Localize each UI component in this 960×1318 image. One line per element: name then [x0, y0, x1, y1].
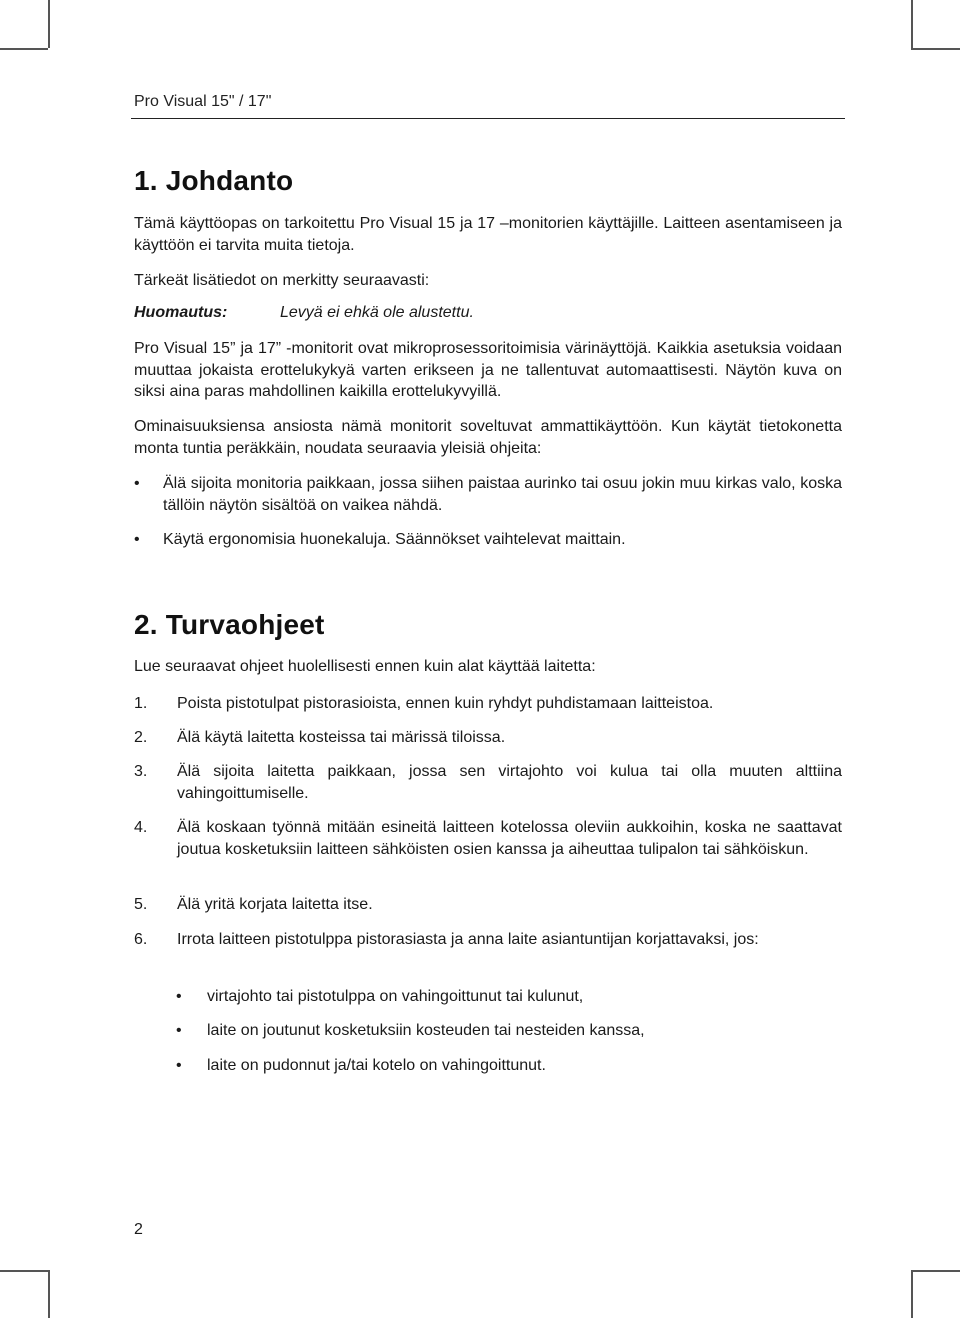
note-label: Huomautus:	[134, 304, 228, 321]
item-number: 1.	[134, 695, 148, 712]
item-text: Älä sijoita laitetta paikkaan, jossa sen virtajohto voi kulua tai olla muuten alttiina vahingoittumiselle.	[177, 763, 842, 802]
sub-bullet-text: virtajohto tai pistotulppa on vahingoittunut tai kulunut,	[207, 988, 584, 1005]
item-number: 6.	[134, 931, 148, 948]
list-item	[134, 529, 842, 551]
item-text: Irrota laitteen pistotulppa pistorasiasta ja anna laite asiantuntijan korjattavaksi, jos:	[177, 931, 759, 948]
section-heading-johdanto: 1. Johdanto	[134, 165, 294, 196]
item-number: 5.	[134, 896, 148, 913]
list-item	[134, 473, 842, 517]
numbered-item	[134, 693, 842, 715]
professional-use-paragraph: Ominaisuuksiensa ansiosta nämä monitorit soveltuvat ammattikäyttöön. Kun käytät tietokonetta monta tuntia peräkkäin, noudata seuraavia yleisiä ohjeita:	[134, 418, 842, 457]
bullet-icon: •	[134, 531, 140, 548]
crop-mark-top-right-h	[911, 48, 960, 50]
numbered-item	[134, 817, 842, 883]
item-text: Poista pistotulpat pistorasioista, ennen kuin ryhdyt puhdistamaan laitteistoa.	[177, 695, 714, 712]
bullet-icon: •	[134, 475, 140, 492]
item-text: Älä koskaan työnnä mitään esineitä laitteen kotelossa oleviin aukkoihin, koska ne saattavat joutua kosketuksiin laitteen sähköisten osien kanssa ja aiheuttaa tulipalon tai sähköiskun.	[177, 819, 842, 858]
note-text: Levyä ei ehkä ole alustettu.	[280, 304, 474, 321]
bullet-icon: •	[176, 1022, 182, 1039]
item-text: Älä käytä laitetta kosteissa tai märissä tiloissa.	[177, 729, 506, 746]
important-info-line: Tärkeät lisätiedot on merkitty seuraavasti:	[134, 272, 430, 289]
crop-mark-bottom-left-v	[48, 1270, 50, 1318]
bullet-text: Käytä ergonomisia huonekaluja. Säännökset vaihtelevat maittain.	[163, 531, 626, 548]
intro-paragraph: Tämä käyttöopas on tarkoitettu Pro Visual 15 ja 17 –monitorien käyttäjille. Laitteen asentamiseen ja käyttöön ei tarvita muita tietoja.	[134, 215, 842, 254]
item-number: 3.	[134, 763, 148, 780]
list-item	[176, 1020, 842, 1042]
numbered-item	[134, 761, 842, 805]
numbered-item	[134, 894, 842, 916]
page-number: 2	[134, 1221, 143, 1238]
item-number: 2.	[134, 729, 148, 746]
list-item	[176, 986, 842, 1008]
header-rule	[131, 118, 845, 119]
bullet-text: Älä sijoita monitoria paikkaan, jossa siihen paistaa aurinko tai osuu jokin muu kirkas valo, koska tällöin näytön sisältöä on vaikea nähdä.	[163, 475, 842, 514]
item-number: 4.	[134, 819, 148, 836]
safety-intro: Lue seuraavat ohjeet huolellisesti ennen kuin alat käyttää laitetta:	[134, 658, 596, 675]
bullet-icon: •	[176, 1057, 182, 1074]
crop-mark-top-left-h	[0, 48, 48, 50]
monitor-description-paragraph: Pro Visual 15” ja 17” -monitorit ovat mikroprosessoritoimisia värinäyttöjä. Kaikkia asetuksia voidaan muuttaa jokaista erottelukykyä varten erikseen ja ne tallentuvat automaattisesti. Näytön kuva on siksi aina paras mahdollinen kaikilla erottelukyvyillä.	[134, 340, 842, 400]
crop-mark-top-right-v	[911, 0, 913, 48]
running-header: Pro Visual 15" / 17"	[134, 93, 272, 110]
sub-bullet-text: laite on joutunut kosketuksiin kosteuden tai nesteiden kanssa,	[207, 1022, 645, 1039]
crop-mark-top-left-v	[48, 0, 50, 48]
crop-mark-bottom-left-h	[0, 1270, 48, 1272]
item-text: Älä yritä korjata laitetta itse.	[177, 896, 373, 913]
section-heading-turvaohjeet: 2. Turvaohjeet	[134, 609, 325, 640]
bullet-icon: •	[176, 988, 182, 1005]
crop-mark-bottom-right-h	[911, 1270, 960, 1272]
numbered-item	[134, 929, 842, 973]
crop-mark-bottom-right-v	[911, 1270, 913, 1318]
list-item	[176, 1055, 842, 1077]
numbered-item	[134, 727, 842, 749]
sub-bullet-text: laite on pudonnut ja/tai kotelo on vahingoittunut.	[207, 1057, 546, 1074]
